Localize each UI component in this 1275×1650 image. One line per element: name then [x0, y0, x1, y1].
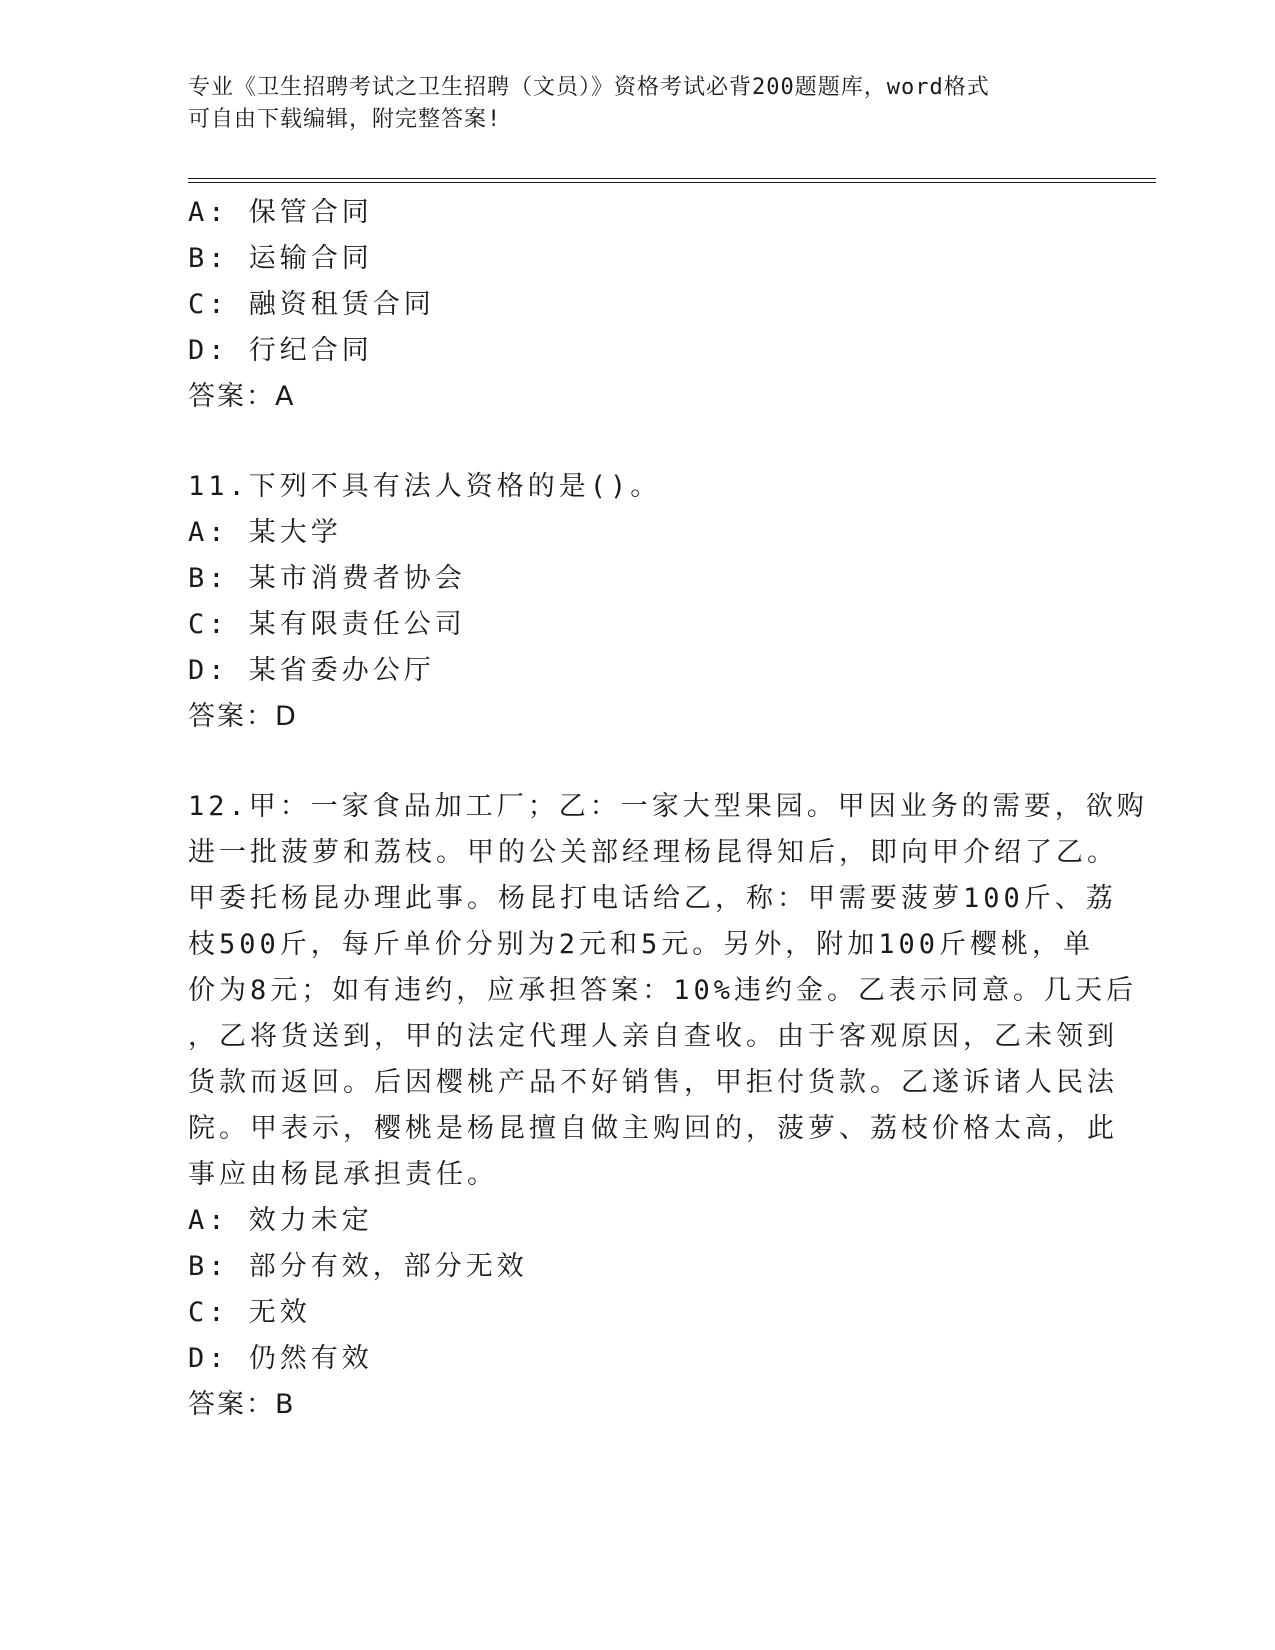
- question-stem-line: 12.甲：一家食品加工厂；乙：一家大型果园。甲因业务的需要，欲购: [188, 791, 1148, 822]
- question-list: [188, 190, 1148, 1428]
- option-d: D: 行纪合同: [188, 335, 373, 366]
- option-c: C: 无效: [188, 1297, 311, 1328]
- option-d: D: 某省委办公厅: [188, 655, 435, 686]
- option-a: A: 保管合同: [188, 197, 373, 228]
- header-title-line-1: 专业《卫生招聘考试之卫生招聘（文员）》资格考试必背200题题库，word格式: [188, 75, 990, 100]
- header-title-line-2: 可自由下载编辑，附完整答案!: [188, 107, 502, 132]
- question-stem-line: 院。甲表示，樱桃是杨昆擅自做主购回的，菠萝、荔枝价格太高，此: [188, 1113, 1118, 1144]
- question-stem-line: ，乙将货送到，甲的法定代理人亲自查收。由于客观原因，乙未领到: [188, 1021, 1118, 1052]
- question-stem-line: 货款而返回。后因樱桃产品不好销售，甲拒付货款。乙遂诉诸人民法: [188, 1067, 1118, 1098]
- question-11-block: [188, 464, 1088, 740]
- option-b: B: 部分有效，部分无效: [188, 1251, 528, 1282]
- question-stem-line: 甲委托杨昆办理此事。杨昆打电话给乙，称：甲需要菠萝100斤、荔: [188, 883, 1117, 914]
- option-b: B: 运输合同: [188, 243, 373, 274]
- question-stem: 11.下列不具有法人资格的是()。: [188, 471, 662, 502]
- option-c: C: 某有限责任公司: [188, 609, 466, 640]
- question-stem-line: 价为8元；如有违约，应承担答案：10%违约金。乙表示同意。几天后: [188, 975, 1138, 1006]
- answer-line: 答案：B: [188, 1389, 296, 1420]
- question-spacer: [188, 420, 1088, 464]
- question-stem-line: 枝500斤，每斤单价分别为2元和5元。另外，附加100斤樱桃，单: [188, 929, 1095, 960]
- header-divider-bottom: [188, 182, 1156, 183]
- document-header: [188, 72, 1088, 136]
- question-12-block: [188, 784, 1148, 1428]
- option-c: C: 融资租赁合同: [188, 289, 435, 320]
- header-divider-top: [188, 178, 1156, 179]
- option-a: A: 效力未定: [188, 1205, 373, 1236]
- option-a: A: 某大学: [188, 517, 342, 548]
- question-10-block: [188, 190, 1088, 420]
- option-b: B: 某市消费者协会: [188, 563, 466, 594]
- question-stem-line: 进一批菠萝和荔枝。甲的公关部经理杨昆得知后，即向甲介绍了乙。: [188, 837, 1118, 868]
- question-spacer: [188, 740, 1088, 784]
- question-stem-line: 事应由杨昆承担责任。: [188, 1159, 498, 1190]
- answer-line: 答案：D: [188, 701, 298, 732]
- answer-line: 答案：A: [188, 381, 296, 412]
- option-d: D: 仍然有效: [188, 1343, 373, 1374]
